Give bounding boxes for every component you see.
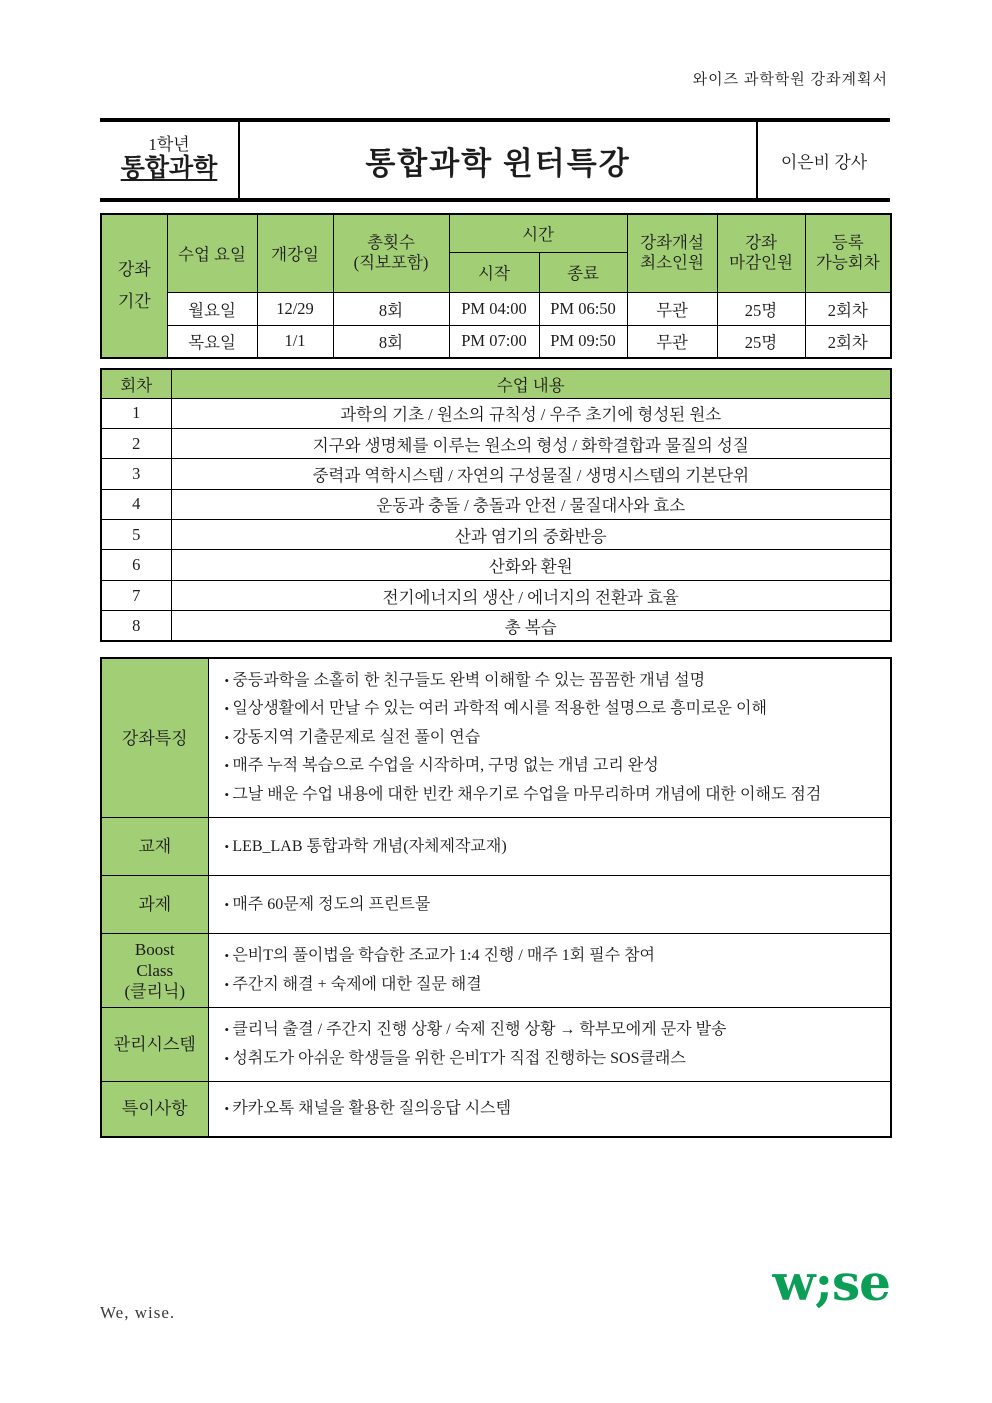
schedule-corner-label [101, 214, 167, 358]
lesson-content: 지구와 생명체를 이루는 원소의 형성 / 화학결합과 물질의 성질 [171, 428, 891, 458]
lesson-row [101, 459, 891, 489]
info-bullet: • 성취도가 아쉬운 학생들을 위한 은비T가 직접 진행하는 SOS클래스 [225, 1045, 881, 1073]
lesson-row [101, 550, 891, 580]
header-max-line-1: 강좌 [745, 232, 777, 252]
info-bullet: • 일상생활에서 만날 수 있는 여러 과학적 예시를 적용한 설명으로 흥미로운 이해 [225, 695, 881, 723]
info-bullet-list [225, 942, 881, 999]
lesson-content: 총 복습 [171, 611, 891, 641]
lesson-content: 전기에너지의 생산 / 에너지의 전환과 효율 [171, 580, 891, 610]
header-total-count [333, 214, 449, 292]
lesson-content: 산화와 환원 [171, 550, 891, 580]
schedule-row [101, 292, 891, 325]
info-label-line: 관리시스템 [113, 1035, 196, 1055]
corner-line-1: 강좌 [117, 259, 151, 279]
schedule-cell: 무관 [627, 292, 717, 325]
info-row-content [208, 818, 891, 876]
info-bullet: • 주간지 해결 + 숙제에 대한 질문 해결 [225, 971, 881, 999]
info-row-label [101, 876, 208, 934]
info-row-label [101, 934, 208, 1008]
header-min-line-1: 강좌개설 [640, 232, 704, 252]
lesson-content: 운동과 충돌 / 충돌과 안전 / 물질대사와 효소 [171, 489, 891, 519]
lesson-table-body [101, 369, 891, 641]
info-label-line: 과제 [138, 895, 172, 915]
schedule-table-body [101, 214, 891, 358]
document-page [100, 0, 890, 1403]
schedule-cell: PM 07:00 [449, 325, 539, 358]
schedule-cell: 25명 [717, 292, 805, 325]
info-label-line: 교재 [138, 837, 172, 857]
course-info-table [100, 657, 892, 1138]
header-max-line-2: 마감인원 [729, 253, 793, 273]
document-type-note: 와이즈 과학학원 강좌계획서 [692, 72, 888, 88]
info-row [101, 876, 891, 934]
header-reg-line-2: 가능회차 [815, 253, 880, 273]
info-bullet: • 매주 누적 복습으로 수업을 시작하며, 구멍 없는 개념 고리 완성 [225, 752, 881, 780]
lesson-number: 4 [101, 489, 171, 519]
schedule-cell: 무관 [627, 325, 717, 358]
instructor-name: 이은비 강사 [780, 152, 868, 172]
schedule-cell: PM 04:00 [449, 292, 539, 325]
info-bullet-list [225, 1095, 881, 1123]
schedule-cell: PM 09:50 [539, 325, 627, 358]
schedule-table [100, 213, 892, 359]
schedule-cell: 1/1 [257, 325, 333, 358]
lesson-row [101, 520, 891, 550]
schedule-cell: 12/29 [257, 292, 333, 325]
schedule-cell: 2회차 [805, 292, 891, 325]
lesson-row [101, 611, 891, 641]
info-row [101, 658, 891, 818]
info-bullet: • 강동지역 기출문제로 실전 풀이 연습 [225, 724, 881, 752]
schedule-cell: 8회 [333, 292, 449, 325]
info-bullet: • 카카오톡 채널을 활용한 질의응답 시스템 [225, 1095, 881, 1123]
info-row-content [208, 934, 891, 1008]
header-total-line-2: (직보포함) [353, 253, 429, 273]
lesson-content: 중력과 역학시스템 / 자연의 구성물질 / 생명시스템의 기본단위 [171, 459, 891, 489]
lesson-table [100, 368, 892, 642]
schedule-cell: 25명 [717, 325, 805, 358]
schedule-header-row-1 [101, 214, 891, 252]
lesson-number: 8 [101, 611, 171, 641]
lesson-row [101, 398, 891, 428]
corner-line-2: 기간 [117, 292, 151, 311]
header-min-line-2: 최소인원 [640, 253, 704, 273]
header-time-start: 시작 [449, 252, 539, 292]
grade-label: 1학년 [148, 134, 190, 154]
info-bullet-list [225, 667, 881, 809]
schedule-cell: 2회차 [805, 325, 891, 358]
info-label-line: (클리닉) [124, 982, 186, 1002]
lesson-row [101, 489, 891, 519]
wise-logo: w;se [772, 1253, 890, 1312]
header-reg-line-1: 등록 [831, 232, 864, 252]
subject-label: 통합과학 [120, 155, 218, 183]
schedule-cell: 목요일 [167, 325, 257, 358]
info-row-label [101, 658, 208, 818]
header-time-end: 종료 [539, 252, 627, 292]
lesson-number: 1 [101, 398, 171, 428]
header-session-no: 회차 [101, 369, 171, 398]
info-row [101, 1008, 891, 1082]
lesson-header-row [101, 369, 891, 398]
lesson-row [101, 428, 891, 458]
schedule-cell: 8회 [333, 325, 449, 358]
info-row [101, 934, 891, 1008]
info-bullet: • 은비T의 풀이법을 학습한 조교가 1:4 진행 / 매주 1회 필수 참여 [225, 942, 881, 970]
header-day: 수업 요일 [167, 214, 257, 292]
header-total-line-1: 총횟수 [367, 232, 415, 252]
course-title: 통합과학 윈터특강 [240, 122, 758, 198]
header-time: 시간 [449, 214, 627, 252]
header-registrable-session [805, 214, 891, 292]
info-row-label [101, 1082, 208, 1137]
info-bullet-list [225, 833, 881, 861]
footer-slogan: We, wise. [100, 1303, 176, 1322]
info-row [101, 1082, 891, 1137]
schedule-cell: 월요일 [167, 292, 257, 325]
lesson-row [101, 580, 891, 610]
info-bullet: • 중등과학을 소홀히 한 친구들도 완벽 이해할 수 있는 꼼꼼한 개념 설명 [225, 667, 881, 695]
lesson-content: 과학의 기초 / 원소의 규칙성 / 우주 초기에 형성된 원소 [171, 398, 891, 428]
header-max-enrollment [717, 214, 805, 292]
header-min-enrollment [627, 214, 717, 292]
lesson-number: 6 [101, 550, 171, 580]
info-bullet: • 클리닉 출결 / 주간지 진행 상황 / 숙제 진행 상황 → 학부모에게 문자 발송 [225, 1016, 881, 1044]
schedule-cell: PM 06:50 [539, 292, 627, 325]
info-row-content [208, 1082, 891, 1137]
lesson-number: 5 [101, 520, 171, 550]
info-label-line: Boost [134, 939, 175, 959]
info-row-content [208, 658, 891, 818]
info-row-content [208, 876, 891, 934]
lesson-number: 7 [101, 580, 171, 610]
info-row-label [101, 1008, 208, 1082]
info-bullet-list [225, 1016, 881, 1073]
info-row-content [208, 1008, 891, 1082]
header-start-date: 개강일 [257, 214, 333, 292]
lesson-number: 3 [101, 459, 171, 489]
header-lesson-content: 수업 내용 [171, 369, 891, 398]
info-bullet: • LEB_LAB 통합과학 개념(자체제작교재) [225, 833, 881, 861]
lesson-content: 산과 염기의 중화반응 [171, 520, 891, 550]
info-bullet: • 그날 배운 수업 내용에 대한 빈칸 채우기로 수업을 마무리하며 개념에 대한 이해도 점검 [225, 781, 881, 809]
schedule-row [101, 325, 891, 358]
info-label-line: Class [136, 961, 174, 981]
info-label-line: 특이사항 [121, 1099, 188, 1119]
info-bullet-list [225, 891, 881, 919]
lesson-number: 2 [101, 428, 171, 458]
course-grade-subject-cell [100, 122, 240, 198]
course-header-table [100, 118, 890, 202]
info-label-line: 강좌특징 [121, 728, 188, 748]
info-row [101, 818, 891, 876]
info-row-label [101, 818, 208, 876]
info-table-body [101, 658, 891, 1137]
info-bullet: • 매주 60문제 정도의 프린트물 [225, 891, 881, 919]
